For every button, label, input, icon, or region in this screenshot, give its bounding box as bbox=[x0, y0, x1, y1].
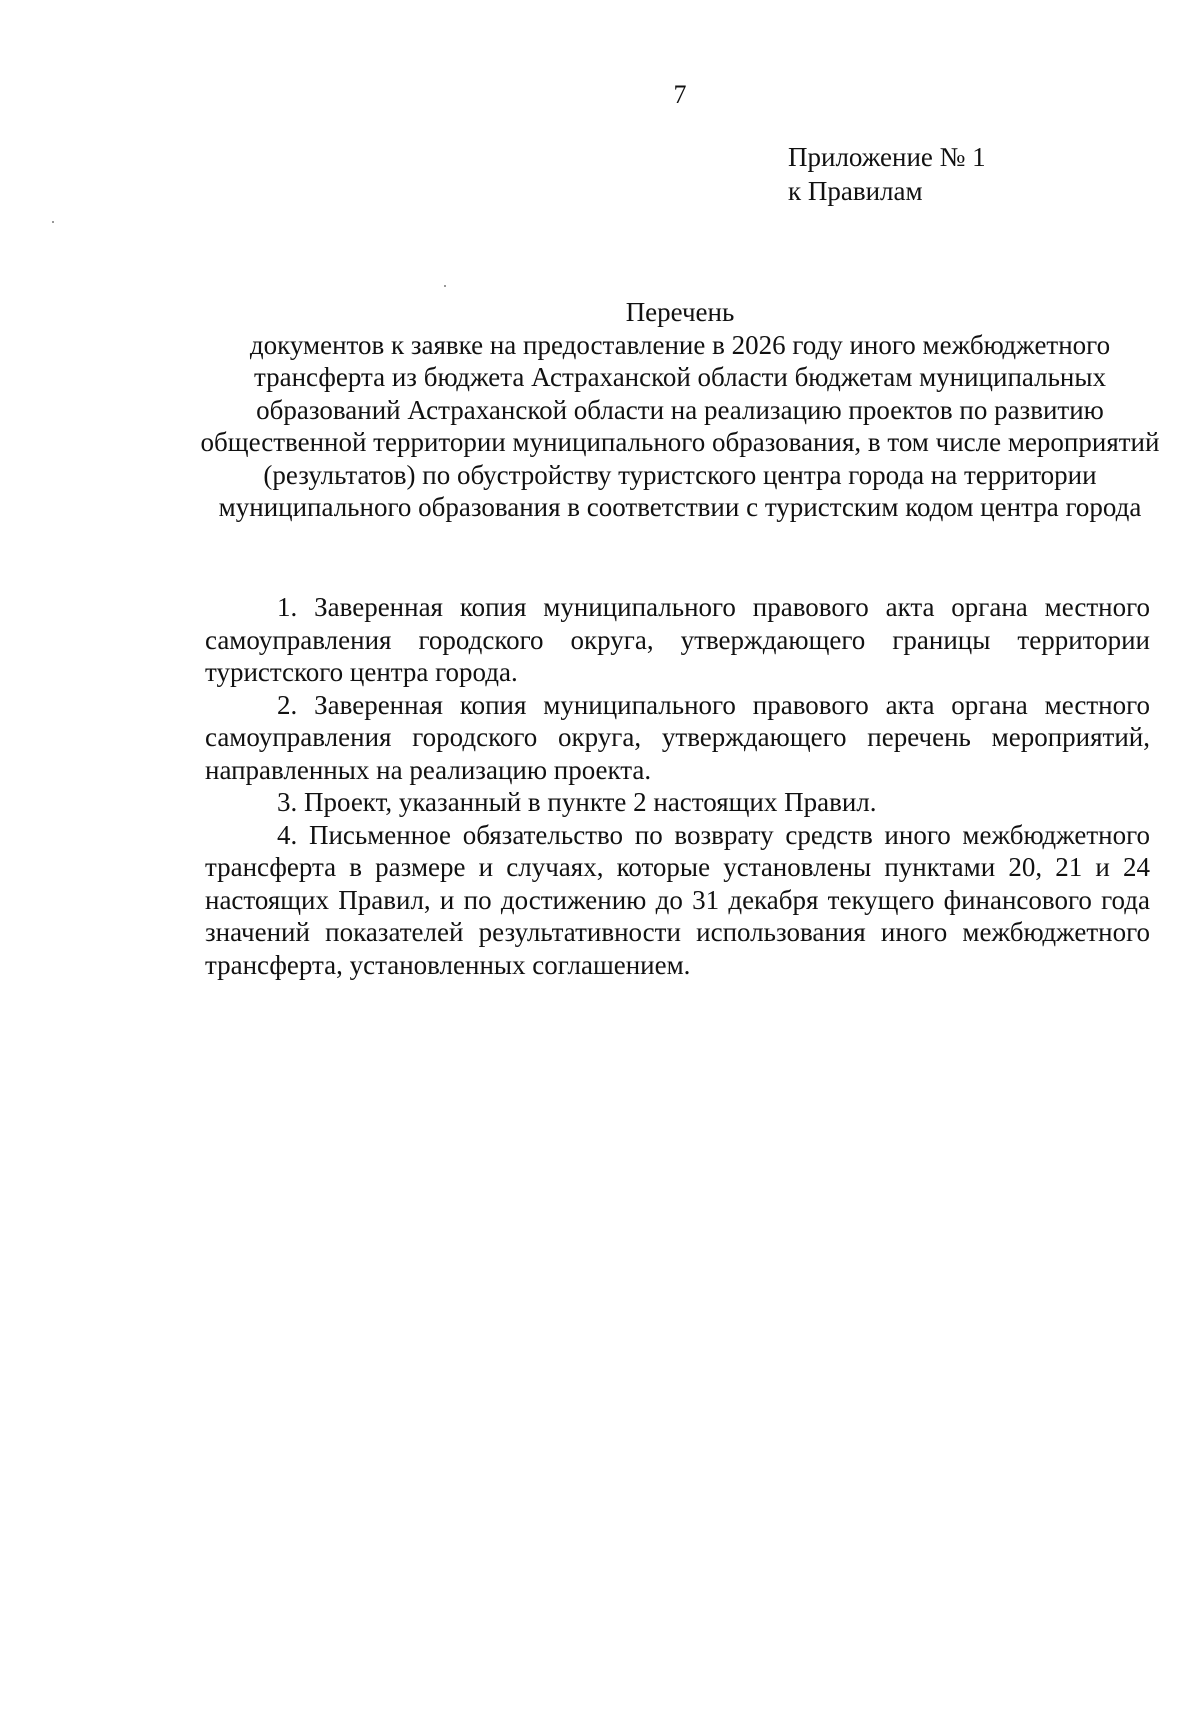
appendix-reference bbox=[788, 140, 986, 208]
list-item bbox=[205, 689, 1150, 787]
list-item-text: Письменное обязательство по возврату средств иного межбюджетного трансферта в размере и случаях, которые установлены пунктами 20, 21 и 24 настоящих Правил, и по достижению до 31 декабря текущего финансового года значений показателей результативности использования иного межбюджетного трансферта, установленных соглашением. bbox=[205, 819, 1151, 980]
list-item-text: Заверенная копия муниципального правового акта органа местного самоуправления городского округа, утверждающего границы территории туристского центра города. bbox=[205, 592, 1150, 687]
scan-speck bbox=[52, 221, 54, 223]
list-item-number: 1. bbox=[277, 592, 298, 622]
document-title bbox=[200, 296, 1160, 524]
page-number: 7 bbox=[673, 80, 687, 109]
appendix-line-1: Приложение № 1 bbox=[788, 142, 986, 172]
list-item-text: Заверенная копия муниципального правового акта органа местного самоуправления городского округа, утверждающего перечень мероприятий, направленных на реализацию проекта. bbox=[205, 689, 1150, 785]
list-item-number: 2. bbox=[277, 689, 298, 720]
title-heading: Перечень bbox=[625, 297, 735, 327]
appendix-line-2: к Правилам bbox=[788, 176, 923, 206]
document-list bbox=[205, 591, 1150, 981]
list-item-number: 3. bbox=[277, 787, 298, 817]
list-item-number: 4. bbox=[277, 819, 298, 850]
list-item bbox=[205, 591, 1150, 689]
scan-speck bbox=[444, 285, 446, 287]
list-item-text: Проект, указанный в пункте 2 настоящих Правил. bbox=[304, 787, 877, 817]
list-item bbox=[205, 819, 1150, 982]
title-subtitle: документов к заявке на предоставление в 2026 году иного межбюджетного трансферта из бюджета Астраханской области бюджетам муниципальных образований Астраханской области на реализацию проектов по развитию общественной территории муниципального образования, в том числе мероприятий (результатов) по обустройству туристского центра города на территории муниципального образования в соответствии с туристским кодом центра города bbox=[200, 329, 1160, 522]
list-item bbox=[205, 786, 1150, 819]
